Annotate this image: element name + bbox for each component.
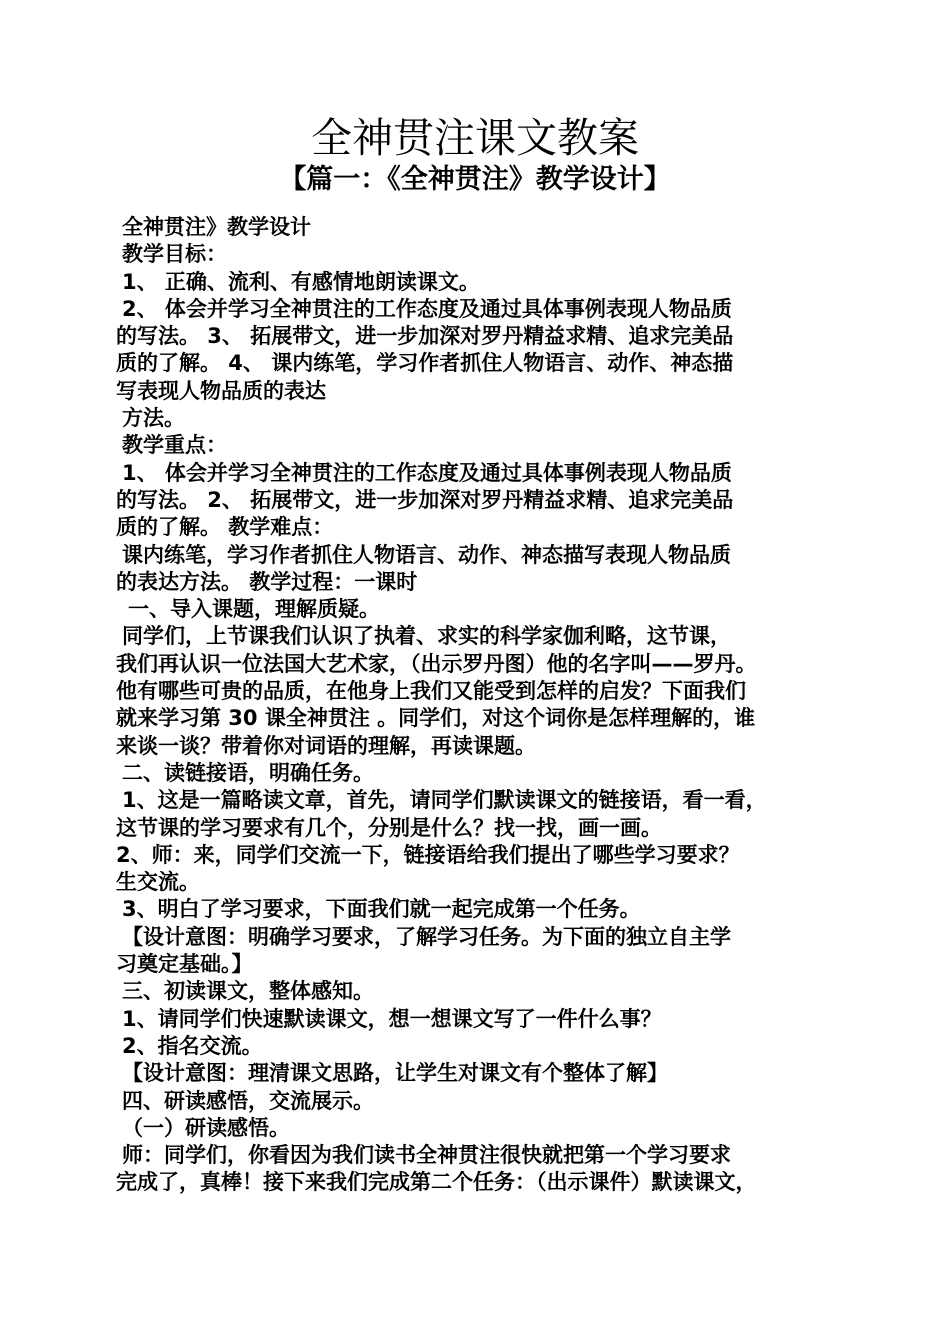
body-line: 2、师：来，同学们交流一下，链接语给我们提出了哪些学习要求？ (116, 842, 740, 867)
body-line: 质的了解。 4、 课内练笔，学习作者抓住人物语言、动作、神态描 (116, 351, 734, 376)
body-line: 1、这是一篇略读文章，首先，请同学们默读课文的链接语，看一看， (122, 788, 767, 813)
body-line: 二、读链接语，明确任务。 (122, 760, 374, 785)
body-line: 来谈一谈？带着你对词语的理解，再读课题。 (116, 733, 536, 758)
document-body (116, 214, 846, 1197)
body-line: 写表现人物品质的表达 (116, 378, 326, 403)
body-line: 2、 体会并学习全神贯注的工作态度及通过具体事例表现人物品质 (122, 296, 732, 321)
body-line: 全神贯注》教学设计 (122, 215, 311, 239)
body-line: 【设计意图：理清课文思路，让学生对课文有个整体了解】 (122, 1061, 668, 1086)
body-line: 质的了解。 教学难点： (116, 515, 334, 540)
body-line: 习奠定基础。】 (116, 952, 253, 977)
body-line: 的表达方法。 教学过程：一课时 (116, 569, 418, 594)
body-line: 四、研读感悟，交流展示。 (122, 1088, 374, 1113)
body-line: 他有哪些可贵的品质，在他身上我们又能受到怎样的启发？下面我们 (116, 679, 746, 704)
document-subtitle: 【篇一：《全神贯注》教学设计】 (279, 164, 671, 195)
body-line: 完成了，真棒！接下来我们完成第二个任务：（出示课件）默读课文， (116, 1170, 757, 1195)
body-line: 三、初读课文，整体感知。 (122, 979, 374, 1004)
body-line: 同学们，上节课我们认识了执着、求实的科学家伽利略，这节课， (122, 624, 731, 649)
body-line: 我们再认识一位法国大艺术家，（出示罗丹图）他的名字叫——罗丹。 (116, 651, 757, 676)
body-line: 就来学习第 30 课全神贯注 。同学们，对这个词你是怎样理解的，谁 (116, 706, 756, 731)
body-line: 3、明白了学习要求，下面我们就一起完成第一个任务。 (122, 897, 641, 922)
body-line: 2、指名交流。 (122, 1033, 263, 1058)
body-line: 师：同学们，你看因为我们读书全神贯注很快就把第一个学习要求 (122, 1143, 731, 1168)
body-line: （一）研读感悟。 (122, 1115, 290, 1140)
body-line: 的写法。 3、 拓展带文，进一步加深对罗丹精益求精、追求完美品 (116, 324, 734, 349)
body-line: 1、请同学们快速默读课文，想一想课文写了一件什么事？ (122, 1006, 662, 1031)
body-line: 【设计意图：明确学习要求，了解学习任务。为下面的独立自主学 (122, 924, 731, 949)
document-title: 全神贯注课文教案 (311, 114, 639, 162)
body-line: 生交流。 (116, 870, 200, 895)
body-line: 1、 体会并学习全神贯注的工作态度及通过具体事例表现人物品质 (122, 460, 732, 485)
body-line: 课内练笔，学习作者抓住人物语言、动作、神态描写表现人物品质 (122, 542, 731, 567)
body-line: 这节课的学习要求有几个，分别是什么？找一找，画一画。 (116, 815, 662, 840)
body-line: 教学重点： (122, 433, 227, 458)
body-line: 教学目标： (122, 242, 227, 267)
body-line: 方法。 (122, 406, 185, 431)
body-line: 的写法。 2、 拓展带文，进一步加深对罗丹精益求精、追求完美品 (116, 487, 734, 512)
body-line: 一、导入课题，理解质疑。 (128, 597, 380, 622)
body-line: 1、 正确、流利、有感情地朗读课文。 (122, 269, 480, 294)
